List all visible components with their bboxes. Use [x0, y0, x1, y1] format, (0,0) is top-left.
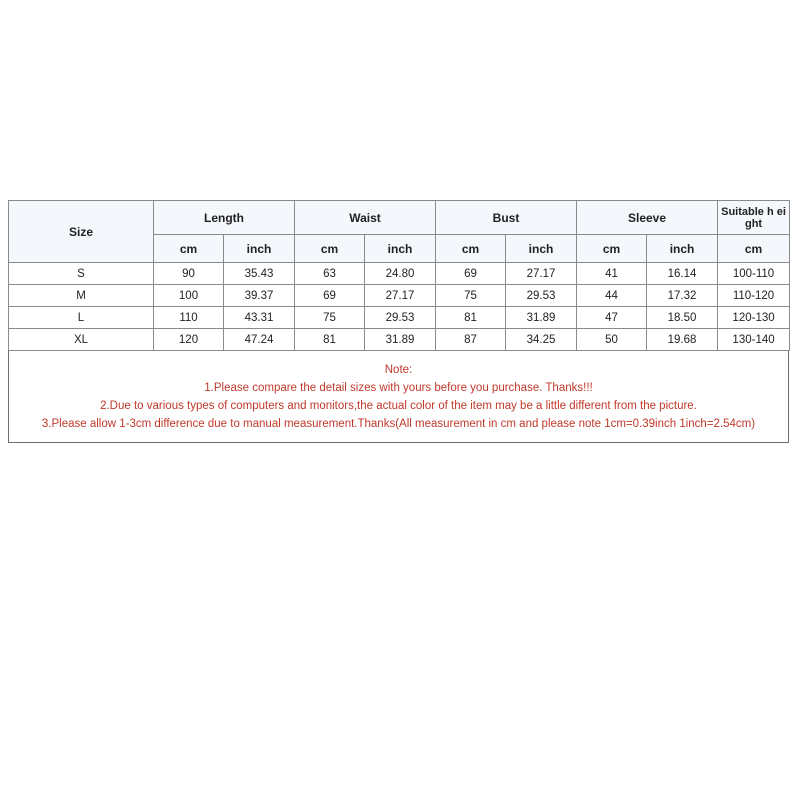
table-cell: 39.37 — [224, 285, 295, 307]
waist-header: Waist — [295, 201, 436, 235]
unit-header: cm — [436, 235, 506, 263]
table-cell: 47.24 — [224, 329, 295, 351]
unit-header: inch — [224, 235, 295, 263]
unit-header: inch — [365, 235, 436, 263]
table-cell: 110-120 — [718, 285, 790, 307]
table-row — [9, 307, 790, 329]
table-cell: 90 — [154, 263, 224, 285]
unit-header: inch — [506, 235, 577, 263]
size-cell: XL — [9, 329, 154, 351]
notes-section — [8, 351, 789, 443]
suitable-height-header: Suitable h eight — [718, 201, 790, 235]
table-cell: 50 — [577, 329, 647, 351]
size-cell: S — [9, 263, 154, 285]
unit-header: cm — [577, 235, 647, 263]
table-row — [9, 329, 790, 351]
size-header: Size — [9, 201, 154, 263]
group-header-row — [9, 201, 790, 235]
note-line: 3.Please allow 1-3cm difference due to manual measurement.Thanks(All measurement in cm and please note 1cm=0.39inch 1inch=2.54cm) — [41, 417, 756, 430]
table-cell: 18.50 — [647, 307, 718, 329]
table-cell: 27.17 — [365, 285, 436, 307]
size-cell: M — [9, 285, 154, 307]
table-cell: 130-140 — [718, 329, 790, 351]
table-cell: 87 — [436, 329, 506, 351]
table-cell: 69 — [295, 285, 365, 307]
table-cell: 63 — [295, 263, 365, 285]
unit-header: cm — [718, 235, 790, 263]
table-cell: 24.80 — [365, 263, 436, 285]
table-cell: 47 — [577, 307, 647, 329]
table-cell: 120 — [154, 329, 224, 351]
unit-header: cm — [154, 235, 224, 263]
unit-header: cm — [295, 235, 365, 263]
table-row — [9, 285, 790, 307]
bust-header: Bust — [436, 201, 577, 235]
note-title: Note: — [384, 363, 413, 376]
table-cell: 69 — [436, 263, 506, 285]
table-cell: 31.89 — [365, 329, 436, 351]
table-cell: 27.17 — [506, 263, 577, 285]
note-line: 1.Please compare the detail sizes with yours before you purchase. Thanks!!! — [204, 381, 593, 394]
table-cell: 75 — [295, 307, 365, 329]
table-cell: 81 — [436, 307, 506, 329]
table-cell: 29.53 — [506, 285, 577, 307]
table-cell: 43.31 — [224, 307, 295, 329]
table-cell: 29.53 — [365, 307, 436, 329]
length-header: Length — [154, 201, 295, 235]
table-cell: 44 — [577, 285, 647, 307]
table-cell: 19.68 — [647, 329, 718, 351]
table-cell: 41 — [577, 263, 647, 285]
table-cell: 16.14 — [647, 263, 718, 285]
size-chart — [8, 200, 789, 443]
sleeve-header: Sleeve — [577, 201, 718, 235]
table-cell: 31.89 — [506, 307, 577, 329]
table-cell: 75 — [436, 285, 506, 307]
table-cell: 100 — [154, 285, 224, 307]
table-cell: 120-130 — [718, 307, 790, 329]
table-cell: 110 — [154, 307, 224, 329]
size-cell: L — [9, 307, 154, 329]
size-table — [8, 200, 790, 351]
table-cell: 17.32 — [647, 285, 718, 307]
table-cell: 35.43 — [224, 263, 295, 285]
table-cell: 34.25 — [506, 329, 577, 351]
table-row — [9, 263, 790, 285]
unit-header: inch — [647, 235, 718, 263]
table-cell: 100-110 — [718, 263, 790, 285]
note-line: 2.Due to various types of computers and monitors,the actual color of the item may be a little different from the picture. — [100, 399, 697, 412]
table-cell: 81 — [295, 329, 365, 351]
